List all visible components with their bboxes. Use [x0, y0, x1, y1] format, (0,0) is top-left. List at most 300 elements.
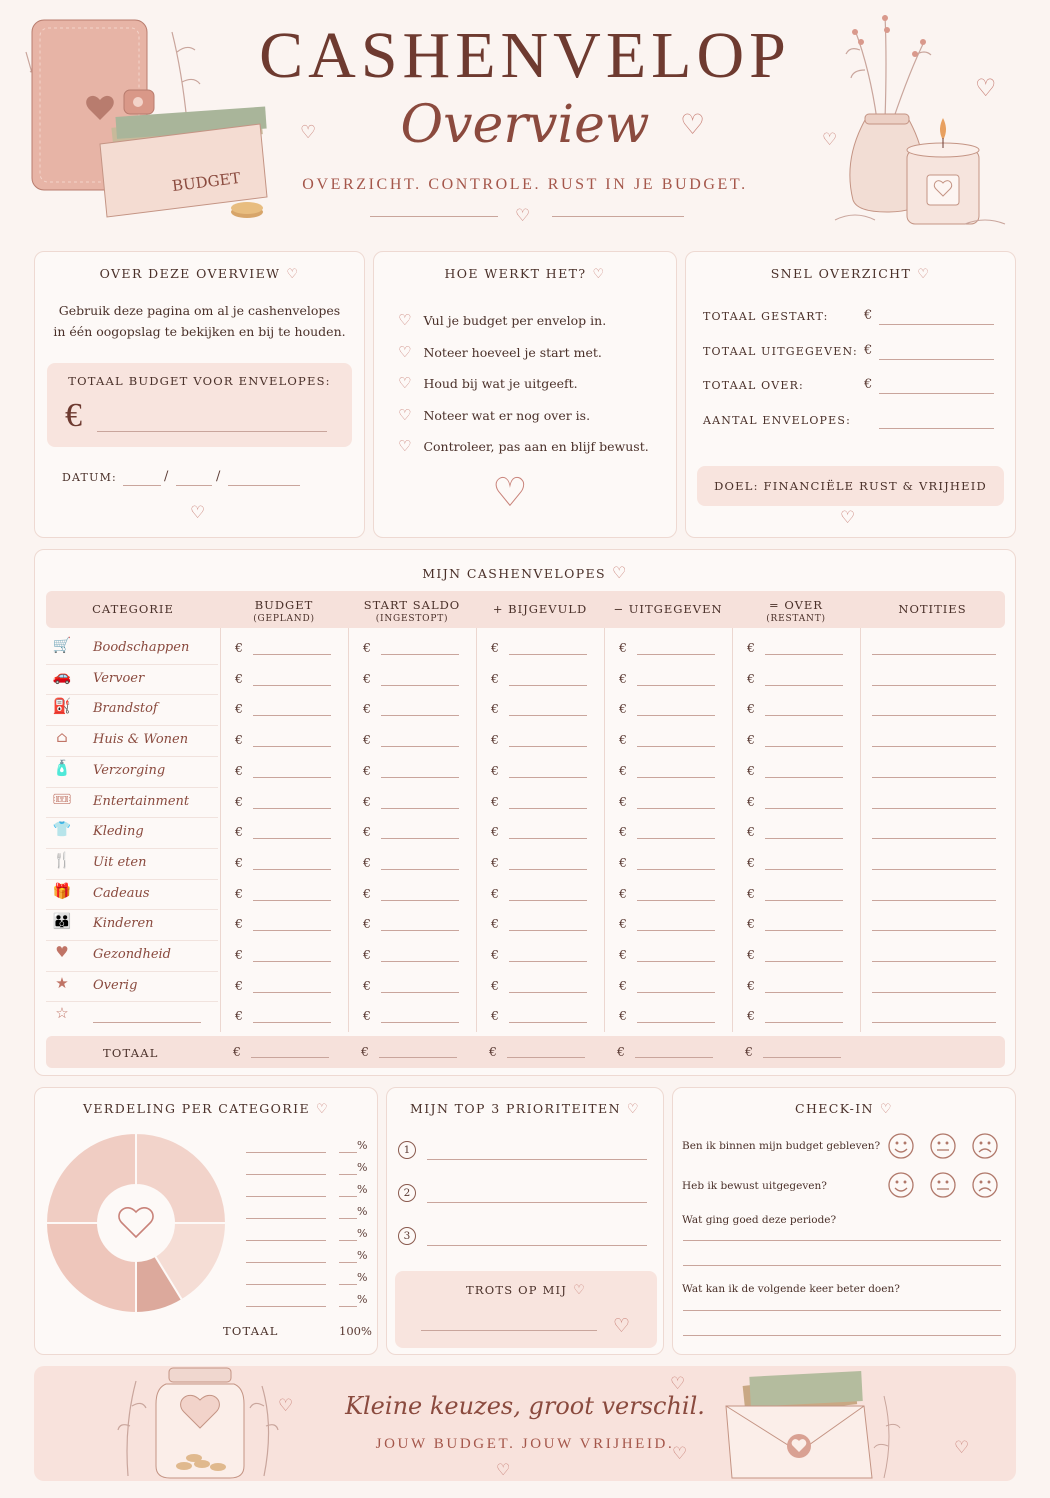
distribution-category-field[interactable]	[246, 1152, 326, 1153]
priority-field[interactable]	[427, 1202, 647, 1203]
euro-symbol: €	[747, 885, 755, 901]
euro-symbol: €	[864, 342, 873, 358]
euro-symbol: €	[619, 1008, 627, 1024]
euro-symbol: €	[235, 670, 243, 686]
date-year-field[interactable]	[228, 485, 300, 486]
footer-script: Kleine keuzes, groot verschil.	[345, 1392, 705, 1420]
amount-field[interactable]	[509, 930, 587, 931]
quick-row-label: AANTAL ENVELOPES:	[703, 413, 852, 427]
proud-field[interactable]	[421, 1330, 597, 1331]
euro-symbol: €	[491, 701, 499, 717]
notes-field[interactable]	[872, 654, 996, 655]
table-row	[46, 880, 1005, 911]
euro-symbol: €	[363, 701, 371, 717]
notes-field[interactable]	[872, 900, 996, 901]
table-row	[46, 972, 1005, 1003]
percent-sign: %	[357, 1139, 368, 1152]
amount-field[interactable]	[509, 900, 587, 901]
heart-icon: ♡	[190, 503, 206, 523]
happy-face-icon[interactable]	[887, 1132, 915, 1160]
distribution-percent-field[interactable]	[339, 1174, 357, 1175]
distribution-category-field[interactable]	[246, 1196, 326, 1197]
euro-symbol: €	[363, 640, 371, 655]
heart-icon: ♡	[592, 267, 606, 282]
euro-symbol: €	[619, 885, 627, 901]
notes-field[interactable]	[872, 869, 996, 870]
amount-field[interactable]	[381, 746, 459, 747]
amount-field[interactable]	[381, 808, 459, 809]
amount-field[interactable]	[509, 992, 587, 993]
quick-row-label: TOTAAL GESTART:	[703, 310, 829, 323]
howto-step-text: Noteer wat er nog over is.	[423, 407, 591, 423]
amount-field[interactable]	[253, 961, 331, 962]
amount-field[interactable]	[637, 777, 715, 778]
euro-symbol: €	[363, 947, 371, 962]
amount-field[interactable]	[765, 715, 843, 716]
distribution-category-field[interactable]	[246, 1262, 326, 1263]
category-name: Gezondheid	[93, 947, 171, 962]
amount-field[interactable]	[253, 1022, 331, 1023]
heart-icon: ♡	[315, 1102, 330, 1117]
euro-symbol: €	[363, 732, 371, 748]
amount-field[interactable]	[637, 1022, 715, 1023]
notes-field[interactable]	[872, 992, 996, 993]
amount-field[interactable]	[637, 685, 715, 686]
howto-step-text: Houd bij wat je uitgeeft.	[423, 376, 578, 391]
euro-symbol: €	[491, 732, 499, 748]
notes-field[interactable]	[872, 777, 996, 778]
euro-symbol: €	[747, 947, 755, 962]
quick-row-field[interactable]	[879, 324, 994, 325]
euro-symbol: €	[747, 701, 755, 717]
euro-symbol: €	[235, 793, 243, 809]
amount-field[interactable]	[253, 777, 331, 778]
category-name: Huis & Wonen	[93, 732, 189, 748]
amount-field[interactable]	[509, 654, 587, 655]
amount-field[interactable]	[765, 992, 843, 993]
amount-field[interactable]	[509, 869, 587, 870]
heart-icon: ♡	[286, 267, 300, 282]
euro-symbol: €	[235, 947, 243, 962]
car-icon: 🚗	[52, 666, 72, 685]
table-row	[46, 941, 1005, 972]
euro-symbol: €	[235, 762, 243, 778]
amount-field[interactable]	[381, 715, 459, 716]
envelopes-panel	[34, 549, 1016, 1076]
column-header	[476, 602, 604, 616]
heart-icon: ♡	[496, 1460, 511, 1479]
priority-field[interactable]	[427, 1245, 647, 1246]
quick-title	[686, 266, 1015, 282]
howto-step	[398, 405, 668, 424]
howto-step	[398, 373, 668, 392]
amount-field[interactable]	[253, 808, 331, 809]
column-header-label: − UITGEGEVEN	[613, 602, 723, 616]
euro-symbol: €	[491, 854, 499, 870]
table-row	[46, 695, 1005, 726]
column-header-label: = OVER	[769, 598, 823, 612]
coin-jar-illustration	[114, 1366, 284, 1481]
heart-icon: ♡	[626, 1102, 640, 1117]
euro-symbol: €	[363, 793, 371, 809]
heart-icon: ♡	[917, 267, 931, 282]
column-header-sub: (RESTANT)	[766, 614, 826, 624]
euro-symbol: €	[747, 732, 755, 748]
euro-symbol: €	[235, 1008, 243, 1024]
amount-field[interactable]	[637, 900, 715, 901]
column-header-label: NOTITIES	[898, 602, 967, 616]
tagline: OVERZICHT. CONTROLE. RUST IN JE BUDGET.	[302, 176, 748, 193]
total-amount-field[interactable]	[507, 1057, 585, 1058]
about-text-line: Gebruik deze pagina om al je cashenvelopes	[58, 303, 341, 318]
distribution-percent-field[interactable]	[339, 1262, 357, 1263]
total-amount-field[interactable]	[251, 1057, 329, 1058]
howto-step	[398, 342, 668, 361]
heart-icon: ♡	[670, 1374, 686, 1394]
notes-field[interactable]	[872, 930, 996, 931]
amount-field[interactable]	[765, 930, 843, 931]
amount-field[interactable]	[637, 961, 715, 962]
total-amount-field[interactable]	[635, 1057, 713, 1058]
euro-symbol: €	[235, 824, 243, 840]
amount-field[interactable]	[381, 654, 459, 655]
amount-field[interactable]	[765, 838, 843, 839]
heart-icon: ♡	[613, 1315, 631, 1337]
category-name: Kleding	[93, 824, 144, 840]
neutral-face-icon[interactable]	[929, 1132, 957, 1160]
priority-field[interactable]	[427, 1159, 647, 1160]
distribution-title	[35, 1101, 377, 1117]
percent-sign: %	[357, 1183, 368, 1196]
column-header-label: + BIJGEVULD	[492, 602, 588, 616]
category-name: Kinderen	[93, 916, 154, 932]
about-text-line: in één oogopslag te bekijken en bij te houden.	[53, 324, 346, 339]
money-envelope-illustration	[724, 1366, 914, 1481]
goal-label: DOEL: FINANCIËLE RUST & VRIJHEID	[714, 479, 987, 493]
amount-field[interactable]	[765, 961, 843, 962]
euro-symbol: €	[747, 1008, 755, 1024]
happy-face-icon[interactable]	[887, 1171, 915, 1199]
howto-title-text: HOE WERKT HET?	[444, 266, 587, 281]
table-row	[46, 849, 1005, 880]
column-header	[860, 602, 1005, 616]
euro-symbol: €	[617, 1044, 625, 1059]
euro-symbol: €	[747, 977, 755, 993]
amount-field[interactable]	[637, 746, 715, 747]
distribution-category-field[interactable]	[246, 1306, 326, 1307]
priorities-title-text: MIJN TOP 3 PRIORITEITEN	[410, 1101, 621, 1116]
heart-icon: ♡	[680, 108, 706, 141]
amount-field[interactable]	[765, 746, 843, 747]
amount-field[interactable]	[637, 654, 715, 655]
amount-field[interactable]	[509, 746, 587, 747]
euro-symbol: €	[747, 854, 755, 870]
distribution-title-text: VERDELING PER CATEGORIE	[82, 1101, 310, 1116]
amount-field[interactable]	[637, 715, 715, 716]
priorities-panel	[386, 1087, 664, 1355]
euro-symbol: €	[363, 977, 371, 993]
notes-field[interactable]	[872, 746, 996, 747]
euro-symbol: €	[363, 916, 371, 932]
footer-tagline: JOUW BUDGET. JOUW VRIJHEID.	[375, 1436, 675, 1452]
heart-icon: ♡	[954, 1438, 970, 1458]
distribution-category-field[interactable]	[246, 1174, 326, 1175]
fuel-icon: ⛽	[52, 697, 72, 716]
amount-field[interactable]	[765, 1022, 843, 1023]
category-name: Vervoer	[93, 670, 145, 686]
euro-symbol: €	[491, 885, 499, 901]
envelopes-title-text: MIJN CASHENVELOPES	[422, 566, 607, 581]
distribution-category-field[interactable]	[246, 1284, 326, 1285]
amount-field[interactable]	[637, 992, 715, 993]
neutral-face-icon[interactable]	[929, 1171, 957, 1199]
amount-field[interactable]	[509, 685, 587, 686]
euro-symbol: €	[235, 977, 243, 993]
amount-field[interactable]	[381, 900, 459, 901]
notes-field[interactable]	[872, 808, 996, 809]
proud-box	[395, 1271, 657, 1348]
heart-icon: ♡	[975, 74, 997, 102]
goal-box	[697, 466, 1004, 506]
bottle-icon: 🧴	[52, 758, 72, 777]
checkin-answer-line[interactable]	[683, 1310, 1001, 1311]
euro-symbol: €	[491, 762, 499, 778]
percent-sign: %	[357, 1161, 368, 1174]
notes-field[interactable]	[872, 1022, 996, 1023]
amount-field[interactable]	[381, 685, 459, 686]
amount-field[interactable]	[381, 869, 459, 870]
distribution-percent-field[interactable]	[339, 1152, 357, 1153]
children-icon: 👪	[52, 912, 72, 931]
about-title-text: OVER DEZE OVERVIEW	[99, 266, 281, 281]
date-day-field[interactable]	[123, 485, 161, 486]
amount-field[interactable]	[381, 838, 459, 839]
column-header-label: BUDGET	[254, 598, 314, 612]
euro-symbol: €	[491, 977, 499, 993]
table-row	[46, 910, 1005, 941]
amount-field[interactable]	[637, 930, 715, 931]
amount-field[interactable]	[509, 777, 587, 778]
distribution-category-field[interactable]	[246, 1240, 326, 1241]
euro-symbol: €	[747, 793, 755, 809]
euro-symbol: €	[747, 824, 755, 840]
checkin-answer-line[interactable]	[683, 1240, 1001, 1241]
euro-symbol: €	[747, 640, 755, 655]
euro-symbol: €	[363, 762, 371, 778]
distribution-percent-field[interactable]	[339, 1284, 357, 1285]
amount-field[interactable]	[381, 992, 459, 993]
star-icon: ★	[55, 973, 69, 992]
distribution-total-value: 100%	[339, 1324, 372, 1338]
column-header	[604, 602, 732, 616]
house-icon: ⌂	[56, 728, 68, 747]
sad-face-icon[interactable]	[971, 1132, 999, 1160]
priority-number: 3	[398, 1227, 416, 1245]
euro-symbol: €	[363, 1008, 371, 1024]
quick-row-field[interactable]	[879, 359, 994, 360]
amount-field[interactable]	[253, 869, 331, 870]
euro-symbol: €	[619, 670, 627, 686]
amount-field[interactable]	[509, 715, 587, 716]
category-name: Brandstof	[93, 701, 158, 717]
total-amount-field[interactable]	[379, 1057, 457, 1058]
amount-field[interactable]	[253, 930, 331, 931]
checkin-question-3: Wat ging goed deze periode?	[682, 1214, 837, 1226]
amount-field[interactable]	[765, 685, 843, 686]
notes-field[interactable]	[872, 715, 996, 716]
column-header-sub: (GEPLAND)	[253, 614, 315, 624]
euro-symbol: €	[491, 916, 499, 932]
distribution-percent-field[interactable]	[339, 1218, 357, 1219]
heart-icon: ♡	[573, 1283, 586, 1298]
column-header-label: CATEGORIE	[92, 602, 174, 616]
euro-symbol: €	[233, 1044, 241, 1059]
checkin-answer-line[interactable]	[683, 1335, 1001, 1336]
heart-icon: ♡	[300, 122, 317, 143]
total-row	[46, 1036, 1005, 1068]
notes-field[interactable]	[872, 838, 996, 839]
distribution-total-label: TOTAAL	[223, 1324, 279, 1338]
amount-field[interactable]	[765, 654, 843, 655]
amount-field[interactable]	[381, 777, 459, 778]
euro-symbol: €	[363, 885, 371, 901]
euro-symbol: €	[363, 824, 371, 840]
heart-icon: ♡	[398, 374, 412, 392]
envelopes-table	[35, 550, 1017, 1077]
euro-symbol: €	[619, 640, 627, 655]
category-name: Boodschappen	[93, 640, 190, 655]
category-name-field[interactable]	[93, 1022, 201, 1023]
amount-field[interactable]	[509, 838, 587, 839]
amount-field[interactable]	[253, 900, 331, 901]
distribution-percent-field[interactable]	[339, 1196, 357, 1197]
column-header	[220, 598, 348, 626]
total-amount-field[interactable]	[763, 1057, 841, 1058]
percent-sign: %	[357, 1205, 368, 1218]
euro-symbol: €	[363, 854, 371, 870]
amount-field[interactable]	[381, 961, 459, 962]
amount-field[interactable]	[509, 961, 587, 962]
quick-overview-panel	[685, 251, 1016, 538]
category-name: Entertainment	[93, 793, 190, 809]
percent-sign: %	[357, 1271, 368, 1284]
howto-step-text: Controleer, pas aan en blijf bewust.	[423, 439, 649, 454]
amount-field[interactable]	[637, 869, 715, 870]
category-name: Overig	[93, 977, 138, 993]
amount-field[interactable]	[381, 930, 459, 931]
heart-icon: ♡	[879, 1102, 893, 1117]
distribution-panel	[34, 1087, 378, 1355]
amount-field[interactable]	[253, 992, 331, 993]
howto-panel	[373, 251, 677, 538]
euro-symbol: €	[491, 793, 499, 809]
heart-icon: ♡	[398, 405, 412, 424]
amount-field[interactable]	[253, 746, 331, 747]
heart-icon: ♡	[398, 311, 412, 329]
amount-field[interactable]	[253, 715, 331, 716]
footer-banner	[34, 1366, 1016, 1481]
category-name: Uit eten	[93, 854, 147, 870]
amount-field[interactable]	[765, 777, 843, 778]
amount-field[interactable]	[381, 1022, 459, 1023]
about-panel	[34, 251, 365, 538]
heart-icon: ♡	[840, 508, 856, 528]
euro-symbol: €	[235, 640, 243, 655]
vase-candle-illustration	[815, 10, 1035, 235]
euro-symbol: €	[747, 762, 755, 778]
howto-step-text: Noteer hoeveel je start met.	[423, 344, 602, 360]
amount-field[interactable]	[253, 685, 331, 686]
euro-symbol: €	[747, 670, 755, 686]
gift-icon: 🎁	[52, 881, 72, 900]
notes-field[interactable]	[872, 961, 996, 962]
euro-symbol: €	[363, 670, 371, 686]
quick-row-label: TOTAAL UITGEGEVEN:	[703, 344, 858, 358]
euro-symbol: €	[491, 640, 499, 655]
howto-step-text: Vul je budget per envelop in.	[423, 313, 607, 328]
quick-row-field[interactable]	[879, 393, 994, 394]
howto-step	[398, 436, 668, 455]
checkin-question-1: Ben ik binnen mijn budget gebleven?	[682, 1140, 881, 1152]
euro-symbol: €	[747, 916, 755, 932]
ticket-icon: 🎟	[52, 789, 72, 808]
euro-symbol: €	[491, 670, 499, 686]
amount-field[interactable]	[637, 838, 715, 839]
table-row	[46, 726, 1005, 757]
distribution-percent-field[interactable]	[339, 1240, 357, 1241]
euro-symbol: €	[489, 1044, 497, 1059]
checkin-question-2: Heb ik bewust uitgegeven?	[682, 1180, 827, 1192]
donut-chart	[45, 1132, 227, 1314]
euro-symbol: €	[745, 1044, 753, 1059]
priority-number: 1	[398, 1141, 416, 1159]
amount-field[interactable]	[765, 869, 843, 870]
percent-sign: %	[357, 1227, 368, 1240]
total-budget-field[interactable]	[97, 431, 327, 432]
notes-field[interactable]	[872, 685, 996, 686]
distribution-category-field[interactable]	[246, 1218, 326, 1219]
sad-face-icon[interactable]	[971, 1171, 999, 1199]
quick-row-field[interactable]	[879, 428, 994, 429]
euro-symbol: €	[619, 916, 627, 932]
star-outline-icon: ☆	[55, 1004, 69, 1023]
total-label: TOTAAL	[103, 1046, 159, 1060]
priority-number: 2	[398, 1184, 416, 1202]
euro-symbol: €	[619, 824, 627, 840]
proud-title	[395, 1283, 657, 1298]
column-header	[46, 602, 220, 616]
euro-symbol: €	[491, 824, 499, 840]
checkin-answer-line[interactable]	[683, 1265, 1001, 1266]
amount-field[interactable]	[765, 900, 843, 901]
amount-field[interactable]	[637, 808, 715, 809]
heart-icon: ♡	[492, 470, 528, 516]
category-name: Verzorging	[93, 762, 166, 778]
amount-field[interactable]	[253, 654, 331, 655]
amount-field[interactable]	[509, 1022, 587, 1023]
budget-label: BUDGET	[171, 168, 242, 196]
date-month-field[interactable]	[176, 485, 212, 486]
column-header	[732, 598, 860, 626]
distribution-percent-field[interactable]	[339, 1306, 357, 1307]
amount-field[interactable]	[509, 808, 587, 809]
amount-field[interactable]	[253, 838, 331, 839]
amount-field[interactable]	[765, 808, 843, 809]
table-row	[46, 634, 1005, 665]
table-row	[46, 757, 1005, 788]
total-budget-box	[47, 363, 352, 447]
date-label: DATUM:	[62, 471, 117, 484]
